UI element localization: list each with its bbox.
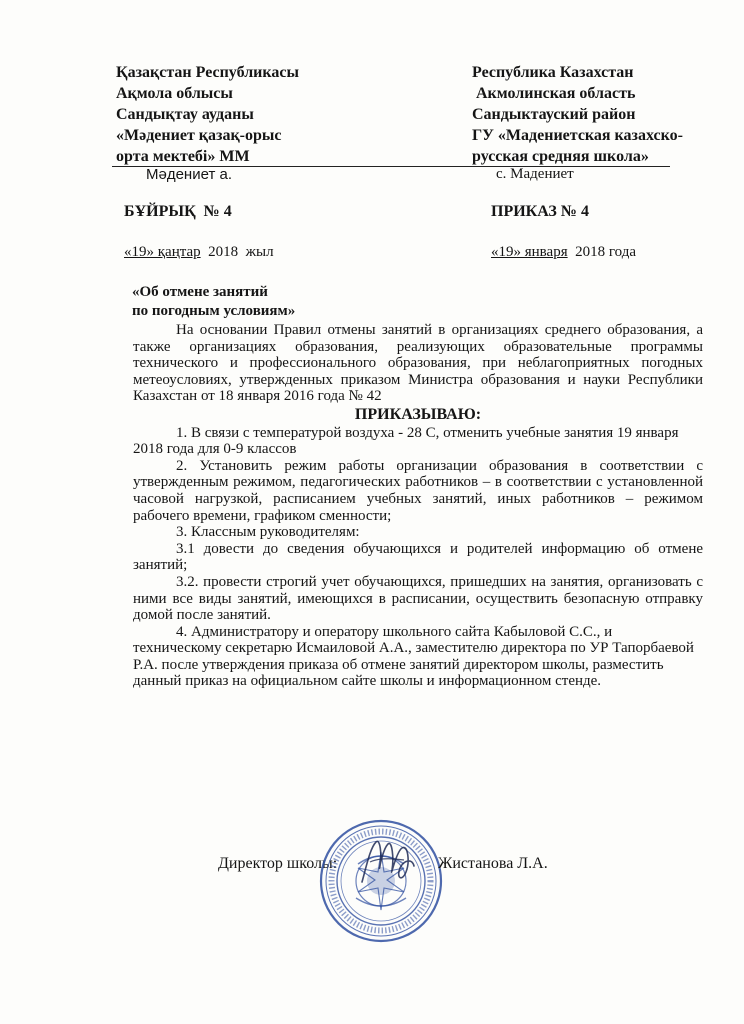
order-date-kz <box>124 244 274 261</box>
date-ru-year: 2018 года <box>567 244 637 260</box>
header-ru-line: Республика Казахстан <box>472 64 634 81</box>
order-date-ru <box>491 244 636 261</box>
header-kz-line: орта мектебі» ММ <box>116 148 250 165</box>
header-kz-line: Сандықтау ауданы <box>116 106 254 123</box>
header-kz-line: «Мәдениет қазақ-орыс <box>116 127 282 144</box>
place-kz: Мәдениет а. <box>146 166 232 183</box>
header-ru-line: ГУ «Мадениетская казахско- <box>472 127 683 144</box>
signature-name: Жистанова Л.А. <box>438 855 548 872</box>
header-kz-line: Ақмола облысы <box>116 85 233 102</box>
subject-line: «Об отмене занятий <box>132 284 268 300</box>
decree-heading: ПРИКАЗЫВАЮ: <box>354 405 482 423</box>
order-item-3-2: 3.2. провести строгий учет обучающихся, пришедших на занятия, организовать с ними все виды занятий, имеющихся в расписании, осуществить безопасную отправку домой после занятий. <box>133 573 703 624</box>
order-item-3: 3. Классным руководителям: <box>176 524 360 541</box>
header-russian <box>472 62 683 167</box>
date-kz-day-month: «19» қаңтар <box>124 244 201 260</box>
order-item-3-1: 3.1 довести до сведения обучающихся и родителей информацию об отмене занятий; <box>133 540 703 574</box>
header-ru-line: Акмолинская область <box>472 85 636 102</box>
order-body <box>133 322 703 690</box>
order-subject <box>132 283 295 321</box>
header-ru-line: русская средняя школа» <box>472 148 649 165</box>
order-number-kz: БҰЙРЫҚ № 4 <box>124 203 232 220</box>
header-kz-line: Қазақстан Республикасы <box>116 64 299 81</box>
order-item-4: 4. Администратору и оператору школьного сайта Кабыловой С.С., и техническому секретарю Исмаиловой А.А., заместителю директора по УР Тапорбаевой Р.А. после утверждения приказа об отмене занятий директором школы, разместить данный приказ на официальном сайте школы и информационном стенде. <box>133 623 694 690</box>
signature-label: Директор школы: <box>218 855 338 872</box>
date-ru-day-month: «19» января <box>491 244 568 260</box>
header-kazakh <box>116 62 299 167</box>
header-ru-line: Сандыктауский район <box>472 106 636 123</box>
preamble-paragraph: На основании Правил отмены занятий в организациях среднего образования, а также организациях образования, реализующих образовательные программы технического и профессионального образования, при неблагоприятных погодных метеоусловиях, утвержденных приказом Министра образования и науки Республики Казахстан от 18 января 2016 года № 42 <box>133 322 703 405</box>
subject-line: по погодным условиям» <box>132 303 296 319</box>
order-item-2: 2. Установить режим работы организации образования в соответствии с утвержденным режимом, педагогических работников – в соответствии с установленной часовой нагрузкой, расписанием учебных занятий, иных работников – режимом рабочего времени, графиком сменности; <box>133 457 703 524</box>
order-number-ru: ПРИКАЗ № 4 <box>491 203 589 220</box>
handwritten-signature-icon <box>356 832 418 892</box>
order-item-1: 1. В связи с температурой воздуха - 28 С, отменить учебные занятия 19 января 2018 года для 0-9 классов <box>133 424 679 458</box>
place-ru: с. Мадениет <box>496 166 574 182</box>
date-kz-year: 2018 жыл <box>200 244 274 260</box>
